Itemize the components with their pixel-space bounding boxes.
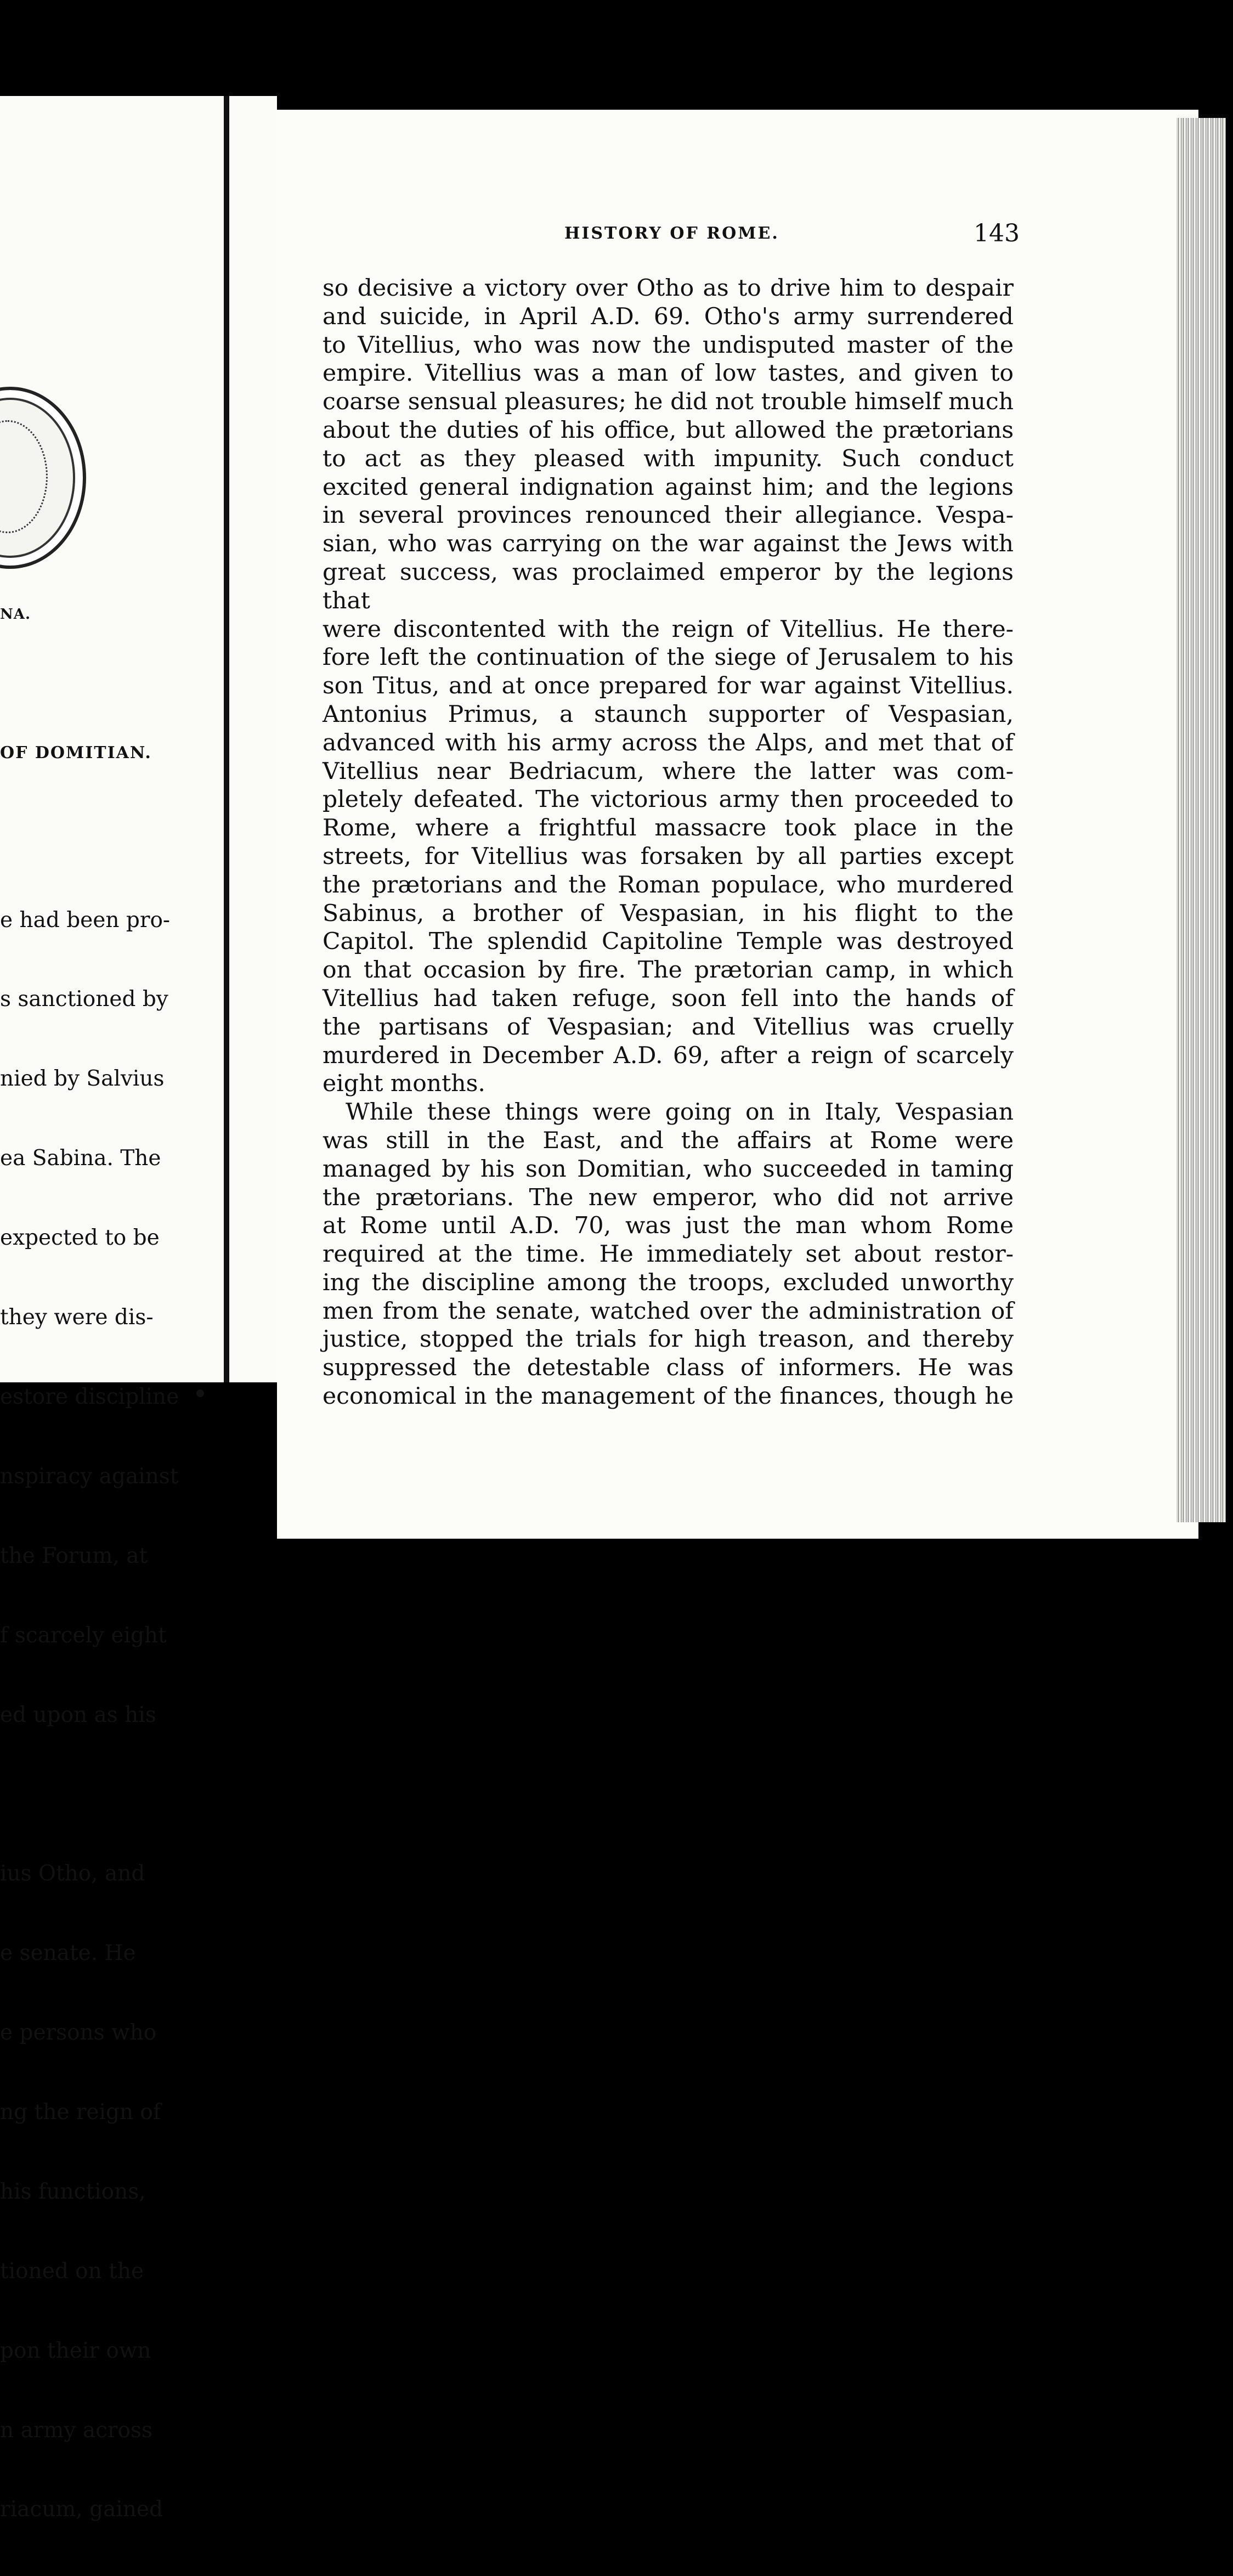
left-line: pon their own	[0, 2338, 151, 2363]
left-line: ius Otho, and	[0, 1861, 145, 1886]
text-line: justice, stopped the trials for high treason, and thereby	[323, 1326, 1014, 1353]
left-line: e persons who	[0, 2020, 157, 2046]
left-line	[0, 1781, 179, 1807]
left-line: riacum, gained	[0, 2497, 163, 2522]
text-line: was still in the East, and the affairs at Rome were	[323, 1127, 1014, 1154]
text-line: so decisive a victory over Otho as to drive him to despair	[323, 275, 1014, 302]
text-line: eight months.	[323, 1070, 485, 1098]
coin-illustration	[0, 387, 86, 569]
text-line: While these things were going on in Italy, Vespasian	[346, 1099, 1014, 1126]
left-line: they were dis-	[0, 1305, 154, 1330]
text-line: were discontented with the reign of Vitellius. He there-	[323, 615, 1014, 643]
book-gutter	[224, 96, 229, 1382]
text-line: Vitellius near Bedriacum, where the latter was com-	[323, 758, 1014, 785]
page-number: 143	[974, 219, 1020, 247]
text-line: fore left the continuation of the siege of Jerusalem to his	[323, 644, 1014, 671]
text-line: on that occasion by fire. The prætorian camp, in which	[323, 957, 1014, 984]
text-line: excited general indignation against him; and the legions	[323, 473, 1014, 501]
left-line: s sanctioned by	[0, 987, 168, 1012]
text-line: Sabinus, a brother of Vespasian, in his flight to the	[323, 900, 1014, 927]
running-head: HISTORY OF ROME.	[564, 224, 779, 243]
text-line: the prætorians and the Roman populace, who murdered	[323, 871, 1014, 899]
text-line: to Vitellius, who was now the undisputed master of the	[323, 331, 1014, 359]
text-line: Capitol. The splendid Capitoline Temple was destroyed	[323, 928, 1014, 956]
text-line: great success, was proclaimed emperor by the legions that	[323, 558, 1014, 614]
left-line: ng the reign of	[0, 2099, 161, 2125]
section-heading: OF DOMITIAN.	[0, 743, 152, 762]
text-line: about the duties of his office, but allowed the prætorians	[323, 416, 1014, 444]
left-line: nspiracy against	[0, 1464, 179, 1489]
left-line: e senate. He	[0, 1941, 136, 1966]
left-line: ed upon as his	[0, 1702, 156, 1727]
text-line: ing the discipline among the troops, excluded unworthy	[323, 1269, 1014, 1296]
text-line: the partisans of Vespasian; and Vitellius was cruelly	[323, 1013, 1014, 1041]
text-line: empire. Vitellius was a man of low tastes, and given to	[323, 360, 1014, 387]
text-line: son Titus, and at once prepared for war against Vitellius.	[323, 673, 1014, 700]
text-line: pletely defeated. The victorious army then proceeded to	[323, 786, 1014, 814]
left-page-text	[0, 854, 179, 2576]
text-line: Rome, where a frightful massacre took place in the	[323, 815, 1014, 842]
text-line: required at the time. He immediately set about restor-	[323, 1241, 1014, 1268]
left-line: tioned on the	[0, 2258, 144, 2284]
left-line: e had been pro-	[0, 907, 171, 933]
text-line: at Rome until A.D. 70, was just the man whom Rome	[323, 1212, 1014, 1240]
text-line: suppressed the detestable class of informers. He was	[323, 1354, 1014, 1382]
left-line: estore discipline	[0, 1384, 179, 1409]
left-page	[0, 96, 277, 2522]
left-line: his functions,	[0, 2179, 146, 2204]
text-line: men from the senate, watched over the administration of	[323, 1297, 1014, 1325]
text-line: Vitellius had taken refuge, soon fell into the hands of	[323, 985, 1014, 1012]
left-line: ea Sabina. The	[0, 1146, 161, 1171]
text-line: economical in the management of the finances, though he	[323, 1383, 1014, 1410]
coin-caption: NA.	[0, 606, 31, 623]
ink-dot	[196, 1389, 204, 1397]
text-line: murdered in December A.D. 69, after a reign of scarcely	[323, 1042, 1014, 1069]
text-line: advanced with his army across the Alps, and met that of	[323, 729, 1014, 756]
text-line: and suicide, in April A.D. 69. Otho's army surrendered	[323, 303, 1014, 330]
left-line: n army across	[0, 2417, 153, 2443]
text-line: to act as they pleased with impunity. Such conduct	[323, 445, 1014, 472]
page-edges	[1177, 118, 1226, 1522]
text-line: the prætorians. The new emperor, who did not arrive	[323, 1184, 1014, 1211]
body-text	[323, 274, 1014, 1411]
text-line: sian, who was carrying on the war against the Jews with	[323, 530, 1014, 558]
coin-portrait	[0, 420, 48, 533]
text-line: streets, for Vitellius was forsaken by all parties except	[323, 843, 1014, 870]
left-line: the Forum, at	[0, 1543, 148, 1568]
text-line: coarse sensual pleasures; he did not trouble himself much	[323, 388, 1014, 416]
left-line: f scarcely eight	[0, 1623, 167, 1648]
left-line: nied by Salvius	[0, 1066, 165, 1092]
text-line: in several provinces renounced their allegiance. Vespa-	[323, 502, 1014, 529]
left-line: expected to be	[0, 1225, 160, 1251]
text-line: managed by his son Domitian, who succeeded in taming	[323, 1155, 1014, 1183]
text-line: Antonius Primus, a staunch supporter of Vespasian,	[323, 701, 1014, 728]
